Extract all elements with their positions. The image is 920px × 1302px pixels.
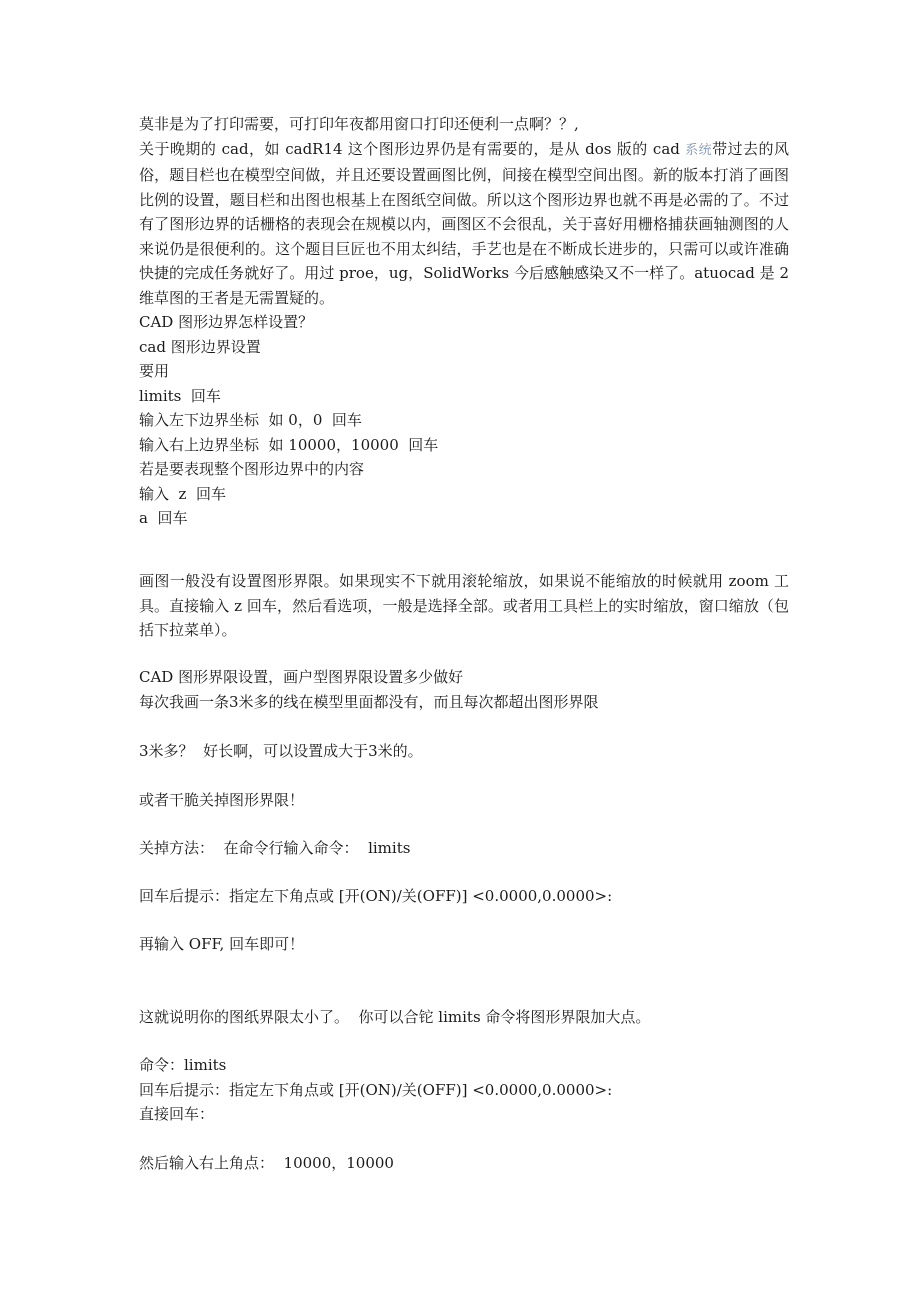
section-4-command-block — [139, 1053, 789, 1127]
command-prompt-line: 回车后提示：指定左下角点或 [开(ON)/关(OFF)] <0.0000,0.0000>: — [139, 887, 613, 905]
step-line: 要用 — [139, 362, 170, 380]
section-2 — [139, 569, 789, 643]
command-prompt-line: 回车后提示：指定左下角点或 [开(ON)/关(OFF)] <0.0000,0.0000>: — [139, 1080, 613, 1099]
answer-line: 或者干脆关掉图形界限！ — [139, 791, 305, 809]
answer-line: 3米多？ 好长啊，可以设置成大于3米的。 — [139, 742, 423, 760]
command-line: 然后输入右上角点： 10000，10000 — [139, 1154, 394, 1172]
paragraph-text-before-link: 关于晚期的 cad，如 cadR14 这个图形边界仍是有需要的，是从 dos 版的 cad — [139, 139, 686, 158]
step-line: a 回车 — [139, 509, 188, 527]
answer-line: 关掉方法： 在命令行输入命令： limits — [139, 839, 411, 857]
command-line: 命令：limits — [139, 1056, 227, 1074]
question-body: 每次我画一条3米多的线在模型里面都没有，而且每次都超出图形界限 — [139, 692, 599, 711]
step-line: 输入 z 回车 — [139, 484, 226, 503]
section-3-title-block — [139, 665, 789, 714]
answer-line: 再输入 OFF, 回车即可！ — [139, 935, 305, 953]
intro-line: 莫非是为了打印需要，可打印年夜都用窗口打印还便利一点啊？？, — [139, 115, 579, 133]
subheading-limits-setting: cad 图形边界设置 — [139, 337, 261, 356]
section-1 — [139, 112, 789, 531]
paragraph-zoom-tip: 画图一般没有设置图形界限。如果现实不下就用滚轮缩放，如果说不能缩放的时候就用 zoom 工具。直接输入 z 回车，然后看选项，一般是选择全部。或者用工具栏上的实时缩放，窗口缩放（包括下拉菜单）。 — [139, 572, 789, 639]
answer-line: 这就说明你的图纸界限太小了。 你可以合铊 limits 命令将图形界限加大点。 — [139, 1008, 651, 1026]
command-line: 直接回车： — [139, 1105, 215, 1123]
heading-how-to-set: CAD 图形边界怎样设置？ — [139, 313, 314, 331]
paragraph-cad-history — [139, 137, 789, 311]
step-line: limits 回车 — [139, 386, 221, 405]
question-title: CAD 图形界限设置，画户型图界限设置多少做好 — [139, 668, 464, 686]
step-line: 若是要表现整个图形边界中的内容 — [139, 460, 365, 478]
step-line: 输入左下边界坐标 如 0，0 回车 — [139, 411, 362, 429]
system-link[interactable]: 系统 — [685, 142, 713, 158]
paragraph-text-after-link: 带过去的风俗，题目栏也在模型空间做，并且还要设置画图比例，间接在模型空间出图。新的版本打消了画图比例的设置，题目栏和出图也根基上在图纸空间做。所以这个图形边界也就不再是必需的了。不过有了图形边界的话栅格的表现会在规模以内，画图区不会很乱，关于喜好用栅格捕获画轴测图的人来说仍是很便利的。这个题目巨匠也不用太纠结，手艺也是在不断成长进步的，只需可以或许准确快捷的完成任务就好了。用过 proe，ug，SolidWorks 今后感触感染又不一样了。atuocad 是 2 维草图的王者是无需置疑的。 — [139, 139, 789, 307]
step-line: 输入右上边界坐标 如 10000，10000 回车 — [139, 435, 439, 454]
